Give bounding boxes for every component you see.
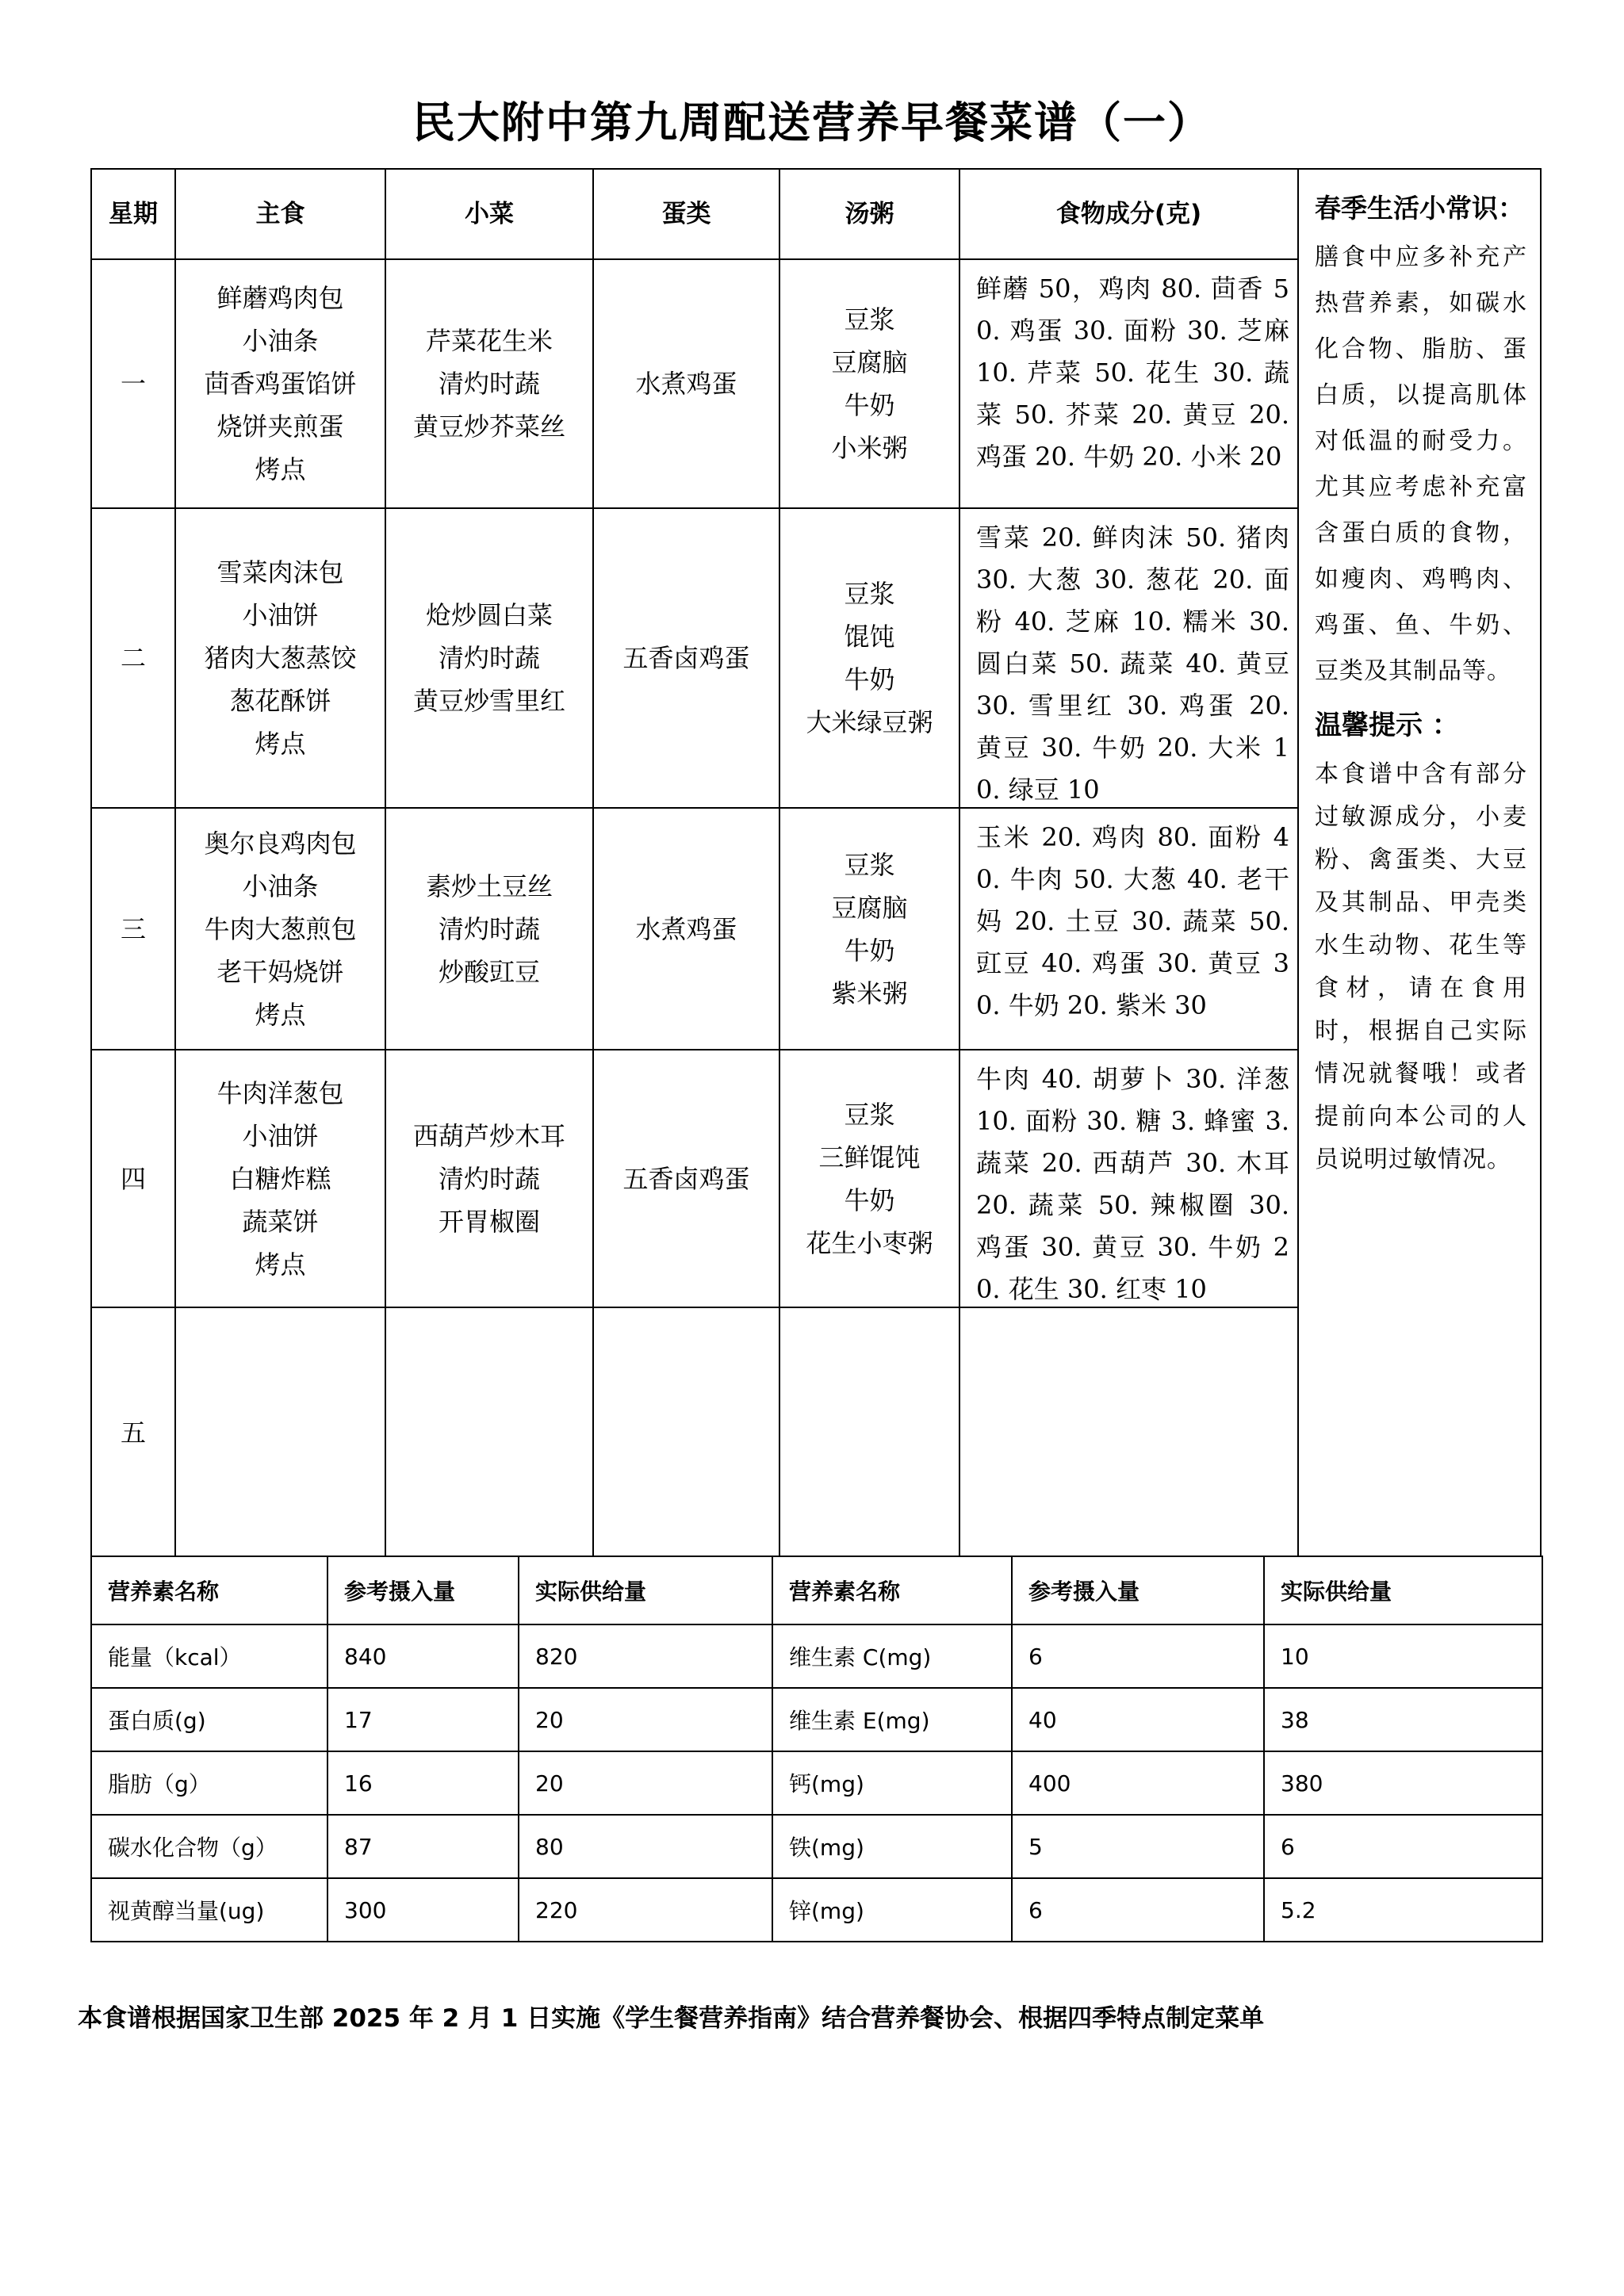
- nutrient-table: [90, 1556, 1543, 1942]
- soup-item: 豆腐脑: [831, 347, 908, 377]
- staple-item: 蔬菜饼: [242, 1206, 319, 1237]
- nutrient-cell: 铁(mg): [772, 1815, 1012, 1878]
- nutrient-cell: 5.2: [1264, 1878, 1542, 1942]
- ingredients-cell: 鲜蘑 50，鸡肉 80. 茴香 50. 鸡蛋 30. 面粉 30. 芝麻 10. 芹菜 50. 花生 30. 蔬菜 50. 芥菜 20. 黄豆 20. 鸡蛋 20. 牛奶 20. 小米 20: [959, 258, 1297, 507]
- soup-item: 豆浆: [844, 579, 895, 609]
- side-dish-item: 清灼时蔬: [438, 643, 540, 673]
- side-dish-item: 开胃椒圈: [438, 1206, 540, 1237]
- soup-cell: [779, 1049, 959, 1307]
- staple-item: 烤点: [255, 729, 306, 759]
- staple-item: 鲜蘑鸡肉包: [216, 283, 344, 313]
- nutrient-cell: 视黄醇当量(ug): [91, 1878, 327, 1942]
- nutrient-cell: 6: [1012, 1624, 1264, 1688]
- soup-item: 小米粥: [831, 433, 908, 463]
- soup-cell: [779, 1307, 959, 1557]
- nutrient-cell: 16: [327, 1751, 519, 1815]
- staple-cell: [174, 807, 385, 1049]
- side-dish-cell: [385, 258, 592, 507]
- nutrient-cell: 38: [1264, 1688, 1542, 1751]
- side-dish-item: 素炒土豆丝: [425, 871, 553, 901]
- sidebar-text-2: 本食谱中含有部分过敏源成分，小麦粉、禽蛋类、大豆及其制品、甲壳类水生动物、花生等食材，请在食用时，根据自己实际情况就餐哦！或者提前向本公司的人员说明过敏情况。: [1315, 760, 1527, 1173]
- nutrient-cell: 17: [327, 1688, 519, 1751]
- header-side-dish: 小菜: [385, 168, 592, 258]
- staple-item: 小油饼: [242, 1120, 319, 1151]
- weekly-menu-table: [90, 168, 1542, 1557]
- nutrient-header-row: [91, 1556, 1542, 1624]
- soup-item: 豆腐脑: [831, 892, 908, 923]
- staple-item: 茴香鸡蛋馅饼: [204, 369, 357, 399]
- nutrient-cell: 400: [1012, 1751, 1264, 1815]
- nutrient-row: [91, 1815, 1542, 1878]
- egg-cell: [592, 507, 779, 807]
- staple-item: 烤点: [255, 1249, 306, 1280]
- nutrient-cell: 20: [519, 1688, 772, 1751]
- soup-item: 牛奶: [844, 935, 895, 966]
- egg-cell: [592, 1307, 779, 1557]
- soup-item: 豆浆: [844, 1099, 895, 1130]
- nutrient-header-cell: 实际供给量: [1264, 1556, 1542, 1624]
- ingredients-cell: [959, 1307, 1297, 1557]
- staple-item: 奥尔良鸡肉包: [204, 828, 357, 859]
- nutrient-cell: 40: [1012, 1688, 1264, 1751]
- nutrient-header-cell: 营养素名称: [772, 1556, 1012, 1624]
- nutrient-cell: 蛋白质(g): [91, 1688, 327, 1751]
- staple-cell: [174, 258, 385, 507]
- weekday-cell: 五: [90, 1307, 174, 1557]
- side-dish-cell: [385, 807, 592, 1049]
- staple-item: 烤点: [255, 454, 306, 484]
- nutrient-row: [91, 1751, 1542, 1815]
- sidebar-heading-2: 温馨提示 ：: [1315, 710, 1459, 741]
- side-dish-item: 芹菜花生米: [425, 326, 553, 356]
- staple-item: 猪肉大葱蒸饺: [204, 643, 357, 673]
- nutrient-cell: 300: [327, 1878, 519, 1942]
- nutrient-header-cell: 营养素名称: [91, 1556, 327, 1624]
- staple-cell: [174, 507, 385, 807]
- sidebar-text: 膳食中应多补充产热营养素，如碳水化合物、脂肪、蛋白质，以提高肌体对低温的耐受力。尤其应考虑补充富含蛋白质的食物，如瘦肉、鸡鸭肉、鸡蛋、鱼、牛奶、豆类及其制品等。: [1315, 243, 1527, 685]
- egg-item: 水煮鸡蛋: [635, 913, 737, 944]
- nutrient-cell: 6: [1264, 1815, 1542, 1878]
- side-dish-cell: [385, 1307, 592, 1557]
- nutrient-cell: 380: [1264, 1751, 1542, 1815]
- staple-item: 白糖炸糕: [229, 1163, 331, 1194]
- side-dish-cell: [385, 507, 592, 807]
- header-soup: 汤粥: [779, 168, 959, 258]
- nutrient-row: [91, 1878, 1542, 1942]
- egg-cell: [592, 1049, 779, 1307]
- nutrient-cell: 10: [1264, 1624, 1542, 1688]
- staple-item: 小油条: [242, 326, 319, 356]
- nutrient-row: [91, 1624, 1542, 1688]
- staple-item: 牛肉大葱煎包: [204, 913, 357, 944]
- staple-item: 小油条: [242, 871, 319, 901]
- egg-item: 五香卤鸡蛋: [622, 643, 750, 673]
- nutrient-cell: 20: [519, 1751, 772, 1815]
- nutrient-row: [91, 1688, 1542, 1751]
- soup-item: 牛奶: [844, 1184, 895, 1215]
- side-dish-item: 黄豆炒雪里红: [412, 686, 565, 716]
- soup-item: 牛奶: [844, 664, 895, 695]
- egg-cell: [592, 258, 779, 507]
- nutrient-header-cell: 参考摄入量: [1012, 1556, 1264, 1624]
- weekday-cell: 一: [90, 258, 174, 507]
- egg-item: 水煮鸡蛋: [635, 369, 737, 399]
- nutrient-cell: 锌(mg): [772, 1878, 1012, 1942]
- soup-item: 豆浆: [844, 304, 895, 335]
- soup-cell: [779, 507, 959, 807]
- header-ingredients: 食物成分(克): [959, 168, 1297, 258]
- side-dish-item: 清灼时蔬: [438, 369, 540, 399]
- staple-item: 烤点: [255, 999, 306, 1030]
- soup-item: 三鲜馄饨: [818, 1142, 921, 1173]
- ingredients-cell: 玉米 20. 鸡肉 80. 面粉 40. 牛肉 50. 大葱 40. 老干妈 20. 土豆 30. 蔬菜 50. 豇豆 40. 鸡蛋 30. 黄豆 30. 牛奶 20. 紫米 30: [959, 807, 1297, 1049]
- footer-note: 本食谱根据国家卫生部 2025 年 2 月 1 日实施《学生餐营养指南》结合营养餐协会、根据四季特点制定菜单: [78, 2004, 1265, 2033]
- staple-cell: [174, 1307, 385, 1557]
- staple-item: 牛肉洋葱包: [216, 1077, 344, 1108]
- soup-item: 豆浆: [844, 849, 895, 880]
- sidebar-heading: 春季生活小常识：: [1315, 193, 1524, 224]
- nutrient-cell: 820: [519, 1624, 772, 1688]
- nutrient-cell: 220: [519, 1878, 772, 1942]
- header-egg: 蛋类: [592, 168, 779, 258]
- nutrient-header-cell: 参考摄入量: [327, 1556, 519, 1624]
- header-weekday: 星期: [90, 168, 174, 258]
- nutrient-cell: 能量（kcal）: [91, 1624, 327, 1688]
- nutrient-header-cell: 实际供给量: [519, 1556, 772, 1624]
- header-staple: 主食: [174, 168, 385, 258]
- side-dish-item: 炒酸豇豆: [438, 956, 540, 987]
- weekday-cell: 三: [90, 807, 174, 1049]
- nutrient-cell: 87: [327, 1815, 519, 1878]
- ingredients-cell: 牛肉 40. 胡萝卜 30. 洋葱 10. 面粉 30. 糖 3. 蜂蜜 3. 蔬菜 20. 西葫芦 30. 木耳 20. 蔬菜 50. 辣椒圈 30. 鸡蛋 30. 黄豆 30. 牛奶 20. 花生 30. 红枣 10: [959, 1049, 1297, 1307]
- side-dish-item: 炝炒圆白菜: [425, 600, 553, 630]
- nutrient-cell: 脂肪（g）: [91, 1751, 327, 1815]
- side-dish-item: 黄豆炒芥菜丝: [412, 411, 565, 442]
- soup-item: 花生小枣粥: [806, 1227, 933, 1258]
- nutrient-cell: 840: [327, 1624, 519, 1688]
- nutrient-cell: 维生素 E(mg): [772, 1688, 1012, 1751]
- staple-item: 葱花酥饼: [229, 686, 331, 716]
- egg-cell: [592, 807, 779, 1049]
- soup-cell: [779, 807, 959, 1049]
- weekday-cell: 四: [90, 1049, 174, 1307]
- side-dish-cell: [385, 1049, 592, 1307]
- nutrient-cell: 6: [1012, 1878, 1264, 1942]
- side-dish-item: 西葫芦炒木耳: [412, 1120, 565, 1151]
- nutrient-cell: 维生素 C(mg): [772, 1624, 1012, 1688]
- side-dish-item: 清灼时蔬: [438, 1163, 540, 1194]
- page-title: 民大附中第九周配送营养早餐菜谱（一）: [412, 98, 1212, 147]
- soup-item: 馄饨: [844, 622, 895, 652]
- nutrient-cell: 80: [519, 1815, 772, 1878]
- nutrient-cell: 碳水化合物（g）: [91, 1815, 327, 1878]
- staple-item: 烧饼夹煎蛋: [216, 411, 344, 442]
- egg-item: 五香卤鸡蛋: [622, 1163, 750, 1194]
- ingredients-cell: 雪菜 20. 鲜肉沫 50. 猪肉 30. 大葱 30. 葱花 20. 面粉 40. 芝麻 10. 糯米 30. 圆白菜 50. 蔬菜 40. 黄豆 30. 雪里红 30. 鸡蛋 20. 黄豆 30. 牛奶 20. 大米 10. 绿豆 10: [959, 507, 1297, 807]
- sidebar-tips: [1297, 168, 1542, 1557]
- soup-item: 紫米粥: [831, 978, 908, 1008]
- staple-item: 小油饼: [242, 600, 319, 630]
- staple-cell: [174, 1049, 385, 1307]
- nutrient-cell: 钙(mg): [772, 1751, 1012, 1815]
- soup-cell: [779, 258, 959, 507]
- staple-item: 雪菜肉沫包: [216, 557, 344, 587]
- nutrient-cell: 5: [1012, 1815, 1264, 1878]
- weekday-cell: 二: [90, 507, 174, 807]
- soup-item: 大米绿豆粥: [806, 707, 933, 737]
- side-dish-item: 清灼时蔬: [438, 913, 540, 944]
- staple-item: 老干妈烧饼: [216, 956, 344, 987]
- soup-item: 牛奶: [844, 390, 895, 420]
